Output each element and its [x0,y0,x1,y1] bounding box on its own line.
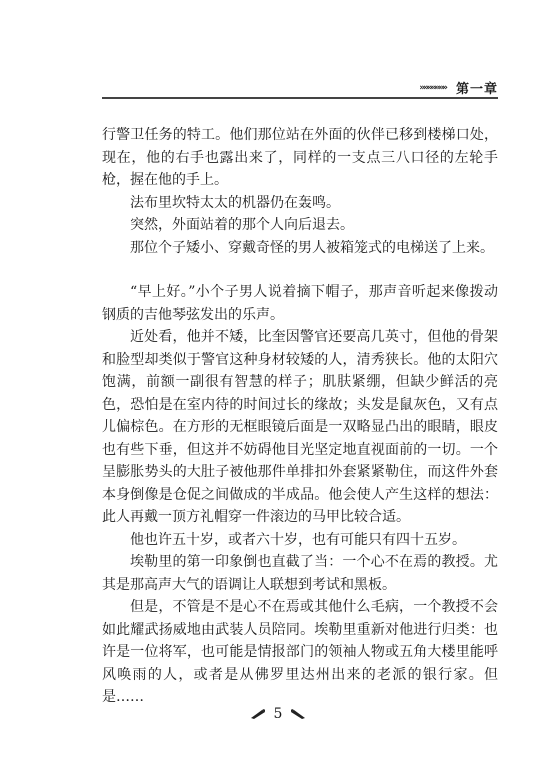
paragraph: 近处看，他并不矮，比奎因警官还要高几英寸，但他的骨架和脸型却类似于警官这种身材较矮的人，清秀狭长。他的太阳穴饱满，前额一副很有智慧的样子；肌肤紧绷，但缺少鲜活的亮色，恐怕是在室内待的时间过长的缘故；头发是鼠灰色，又有点儿偏棕色。在方形的无框眼镜后面是一双略显凸出的眼睛，眼皮也有些下垂，但这并不妨碍他目光坚定地直视面前的一切。一个呈膨胀势头的大肚子被他那件单排扣外套紧紧勒住，而这件外套本身倒像是仓促之间做成的半成品。他会使人产生这样的想法：此人再戴一顶方礼帽穿一件滚边的马甲比较合适。 [102,329,498,525]
pen-nib-icon [290,708,306,720]
paragraph: 他也许五十岁，或者六十岁，也有可能只有四十五岁。 [130,531,466,548]
chevron-arrows-icon: »»»»»»» [419,82,446,93]
paragraph: 突然，外面站着的那个人向后退去。 [130,217,354,233]
pen-nib-icon [250,708,266,720]
paragraph: 埃勒里的第一印象倒也直截了当：一个心不在焉的教授。尤其是那高声大气的语调让人联想到考试和黑板。 [102,554,498,593]
running-header [419,78,498,97]
paragraph: “早上好。”小个子男人说着摘下帽子，那声音听起来像拨动钢质的吉他琴弦发出的乐声。 [102,284,498,323]
body-text [102,124,498,709]
page-footer [0,706,556,722]
header-rule [102,97,498,99]
chapter-title: 第一章 [455,82,498,97]
paragraph: 那位个子矮小、穿戴奇怪的男人被箱笼式的电梯送了上来。 [130,239,494,256]
paragraph: 行警卫任务的特工。他们那位站在外面的伙伴已移到楼梯口处，现在，他的右手也露出来了，同样的一支点三八口径的左轮手枪，握在他的手上。 [102,127,498,188]
page-number: 5 [273,706,283,722]
paragraph: 但是，不管是不是心不在焉或其他什么毛病，一个教授不会如此耀武扬威地由武装人员陪同。埃勒里重新对他进行归类：也许是一位将军，也可能是情报部门的领袖人物或五角大楼里能呼风唤雨的人，或者是从佛罗里达州出来的老派的银行家。但是…… [102,599,498,705]
paragraph: 法布里坎特太太的机器仍在轰鸣。 [130,194,340,211]
